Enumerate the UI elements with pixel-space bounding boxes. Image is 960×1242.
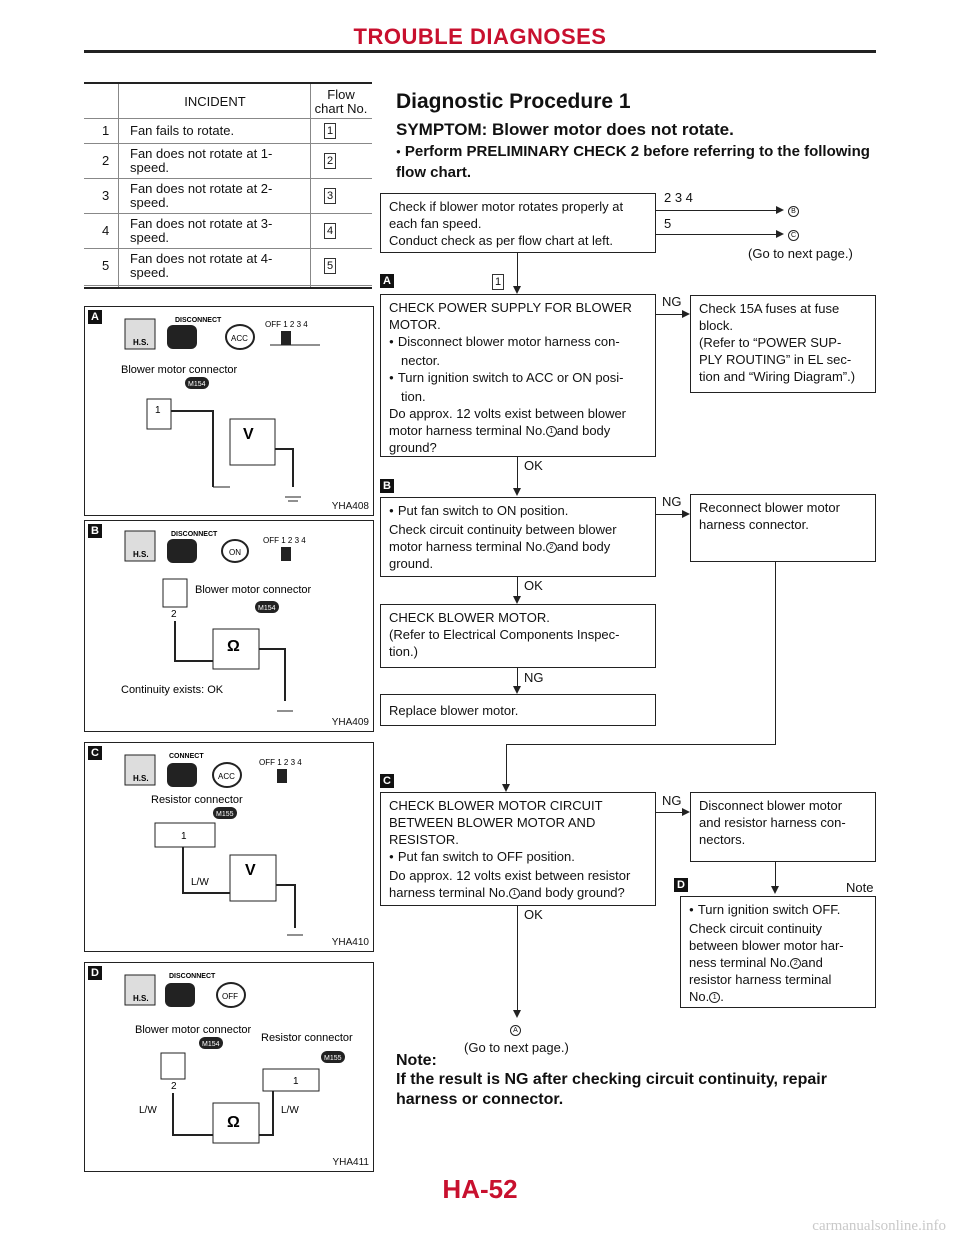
box-line [689,954,867,971]
arrow-down-icon [513,596,521,604]
ok-label: OK [524,907,543,922]
connector-line [506,744,776,745]
connector-id: M154 [258,605,276,612]
step-tag: C [380,774,394,788]
connector-line [656,234,776,235]
ok-label: OK [524,458,543,473]
note-body: If the result is NG after checking circuit continuity, repair harness or connector. [396,1071,827,1108]
page-number: HA-52 [442,1174,518,1204]
flow-box-ng1 [690,295,876,393]
terminal2-no: 1 [293,1076,299,1087]
box-line: block. [699,318,733,333]
arrow-right-icon [682,808,690,816]
goto-next: (Go to next page.) [464,1040,569,1055]
box-line [689,988,867,1005]
figure-d [84,962,374,1172]
box-line: Put fan switch to OFF position. [397,849,575,864]
box-line [389,884,647,901]
wiring-illustration [85,307,373,515]
connector-line [517,253,518,290]
arrow-right-icon [776,230,784,238]
figure-a [84,306,374,516]
arrow-right-icon [682,310,690,318]
box-line: Check circuit continuity between blower [389,522,617,537]
box-line: BETWEEN BLOWER MOTOR AND [389,815,596,830]
procedure-title: Diagnostic Procedure 1 [396,90,631,113]
table-bottom-rule [84,287,372,289]
row-text: Fan does not rotate at 3-speed. [130,216,273,245]
bullet-icon [389,334,398,349]
table-row [84,144,372,179]
arrow-down-icon [513,1010,521,1018]
connector-id: M154 [202,1041,220,1048]
target-a [510,1022,521,1037]
note-heading: Note: [396,1052,437,1069]
box-line [389,538,647,555]
table-top-rule [84,82,372,84]
flow-ref-5: 5 [664,216,672,231]
box-line: ground. [389,556,434,571]
connector-line [517,906,518,1014]
box-line: PLY ROUTING” in EL sec- [699,352,852,367]
connector-line [775,562,776,744]
figure-code: YHA411 [332,1157,369,1168]
row-text: Fan does not rotate at 4-speed. [130,251,273,280]
col-flow-header: Flow chart No. [314,87,368,116]
bullet-icon [689,902,698,917]
box-line: Reconnect blower motor [699,500,840,515]
box-line: Check if blower motor rotates properly at [389,199,624,214]
figure-tag: C [88,746,102,760]
flow-box-step2 [380,497,656,577]
terminal-icon: 2 [546,542,557,553]
connector-line [656,514,682,515]
wire-color: L/W [191,877,209,888]
terminal-icon: 1 [709,992,720,1003]
switch-label: DISCONNECT [175,317,222,324]
col-incident-header: INCIDENT [184,94,246,109]
box-line: MOTOR. [389,317,441,332]
arrow-down-icon [771,886,779,894]
header-rule [84,50,876,53]
connector-line [656,812,682,813]
box-line: harness connector. [699,517,809,532]
flow-box-step4 [380,694,656,726]
connector-id: M155 [216,811,234,818]
box-line: CHECK BLOWER MOTOR. [389,610,550,625]
figure-tag: D [88,966,102,980]
switch-label: DISCONNECT [169,973,216,980]
row-text: Fan fails to rotate. [130,123,235,138]
result-note: Continuity exists: OK [121,684,224,696]
table-row [84,249,372,286]
box-text: . [720,989,724,1004]
box-line: RESISTOR. [389,832,459,847]
incident-table [84,82,372,292]
box-line: Conduct check as per flow chart at left. [389,233,613,248]
bullet-line [389,369,647,388]
box-line: Put fan switch to ON position. [397,503,569,518]
row-text: Fan does not rotate at 2-speed. [130,181,273,210]
box-line: Check 15A fuses at fuse [699,301,840,316]
connector-name: Blower motor connector [195,584,312,596]
ng-label: NG [662,294,682,309]
box-line: Turn ignition switch to ACC or ON posi- [397,370,624,385]
arrow-down-icon [502,784,510,792]
box-line: tion. [401,389,426,404]
lead-instruction [396,142,882,182]
section-title: TROUBLE DIAGNOSES [353,24,607,49]
box-line: Disconnect blower motor [699,798,843,813]
row-num: 2 [102,153,110,168]
terminal-no: 2 [171,1081,177,1092]
step-tag: A [380,274,394,288]
row-num: 1 [102,123,110,138]
wire-color: L/W [139,1105,157,1116]
target-c [788,227,799,242]
key-label: ACC [218,772,235,781]
box-text: motor harness terminal No. [389,539,546,554]
key-label: ACC [231,334,248,343]
bullet-icon [389,370,398,385]
bullet-icon [389,849,398,864]
flow-no: 1 [492,274,504,290]
target-label: A [510,1025,521,1036]
table-row [84,119,372,144]
box-line [389,422,647,439]
row-num: 3 [102,188,110,203]
svg-text:H.S.: H.S. [133,550,149,559]
table-row [84,214,372,249]
connector-name: Blower motor connector [121,364,238,376]
figure-tag: B [88,524,102,538]
bullet-line [389,502,647,521]
target-label: B [788,206,799,217]
box-line: nector. [401,353,441,368]
connector-name: Resistor connector [151,794,243,806]
wire-color: L/W [281,1105,299,1116]
box-line: tion.) [389,644,418,659]
box-line: CHECK BLOWER MOTOR CIRCUIT [389,798,603,813]
box-line: tion and “Wiring Diagram”.) [699,369,856,384]
terminal-icon: 2 [790,958,801,969]
terminal-icon: 1 [546,426,557,437]
ok-label: OK [524,578,543,593]
box-line: Replace blower motor. [389,703,519,718]
flow-ref: 1 [324,123,336,139]
terminal-no: 1 [155,405,161,416]
box-text: and body [556,539,611,554]
meter-symbol: V [243,426,254,443]
flow-box-start [380,193,656,253]
wiring-illustration [85,963,373,1171]
bullet-icon [389,503,398,518]
row-num: 5 [102,258,110,273]
box-text: and body ground? [519,885,625,900]
connector-line [656,314,682,315]
box-line: and resistor harness con- [699,815,846,830]
figure-c [84,742,374,952]
box-line: CHECK POWER SUPPLY FOR BLOWER [389,300,632,315]
connector-line [506,744,507,788]
box-text: motor harness terminal No. [389,423,546,438]
wiring-illustration [85,743,373,951]
table-row [84,179,372,214]
flow-ref-234: 2 3 4 [664,190,693,205]
arrow-down-icon [513,686,521,694]
lead-text: Perform PRELIMINARY CHECK 2 before referring to the following flow chart. [396,143,870,181]
flow-box-ng5 [690,792,876,862]
meter-symbol: Ω [227,638,240,655]
flow-box-step1 [380,294,656,457]
terminal-no: 2 [171,609,177,620]
note-label: Note [846,880,874,895]
flow-box-d [680,896,876,1008]
bullet-line [389,333,647,352]
fan-scale: OFF 1 2 3 4 [263,536,306,545]
bullet-line [689,901,867,920]
bullet-icon [396,143,405,160]
terminal-icon: 1 [509,888,520,899]
wiring-illustration [85,521,373,731]
flow-box-step5 [380,792,656,906]
arrow-right-icon [682,510,690,518]
fan-scale: OFF 1 2 3 4 [259,758,302,767]
row-num: 4 [102,223,110,238]
target-b [788,203,799,218]
bullet-line [389,848,647,867]
box-line: (Refer to “POWER SUP- [699,335,842,350]
flow-ref: 2 [324,153,336,169]
ng-label: NG [662,494,682,509]
fan-scale: OFF 1 2 3 4 [265,320,308,329]
connector-name: Blower motor connector [135,1024,252,1036]
box-line: resistor harness terminal [689,972,832,987]
box-line: between blower motor har- [689,938,844,953]
switch-label: DISCONNECT [171,531,218,538]
ng-label: NG [662,793,682,808]
box-line: (Refer to Electrical Components Inspec- [389,627,620,642]
connector-line [656,210,776,211]
box-line: each fan speed. [389,216,482,231]
switch-label: CONNECT [169,753,204,760]
box-line: ground? [389,440,437,455]
step-tag: B [380,479,394,493]
key-label: OFF [222,992,238,1001]
box-line: Disconnect blower motor harness con- [397,334,620,349]
svg-text:H.S.: H.S. [133,774,149,783]
connector2-id: M155 [324,1055,342,1062]
arrow-down-icon [513,286,521,294]
meter-symbol: V [245,862,256,879]
connector-id: M154 [188,381,206,388]
step-tag: D [674,878,688,892]
box-line: Check circuit continuity [689,921,822,936]
box-text: and body [556,423,611,438]
meter-symbol: Ω [227,1114,240,1131]
row-text: Fan does not rotate at 1-speed. [130,146,273,175]
box-line: Do approx. 12 volts exist between blower [389,406,627,421]
figure-tag: A [88,310,102,324]
arrow-down-icon [513,488,521,496]
box-line: nectors. [699,832,746,847]
flow-ref: 3 [324,188,336,204]
box-text: ness terminal No. [689,955,791,970]
flow-ref: 5 [324,258,336,274]
goto-next: (Go to next page.) [748,246,853,261]
figure-code: YHA409 [331,717,369,728]
figure-code: YHA410 [331,937,369,948]
figure-b [84,520,374,732]
symptom: SYMPTOM: Blower motor does not rotate. [396,120,734,139]
table-header-row [84,86,372,119]
box-text: harness terminal No. [389,885,509,900]
box-text: No. [689,989,710,1004]
key-label: ON [229,548,241,557]
box-line: Turn ignition switch OFF. [697,902,841,917]
target-label: C [788,230,799,241]
connector2-name: Resistor connector [261,1032,353,1044]
terminal-no: 1 [181,831,187,842]
ng-label: NG [524,670,544,685]
arrow-right-icon [776,206,784,214]
watermark: carmanualsonline.info [812,1218,946,1234]
flow-box-step3 [380,604,656,668]
box-line: Do approx. 12 volts exist between resistor [389,868,631,883]
svg-text:H.S.: H.S. [133,338,149,347]
flow-box-ng2 [690,494,876,562]
flow-ref: 4 [324,223,336,239]
svg-text:H.S.: H.S. [133,994,149,1003]
box-text: and [801,955,823,970]
figure-code: YHA408 [331,501,369,512]
